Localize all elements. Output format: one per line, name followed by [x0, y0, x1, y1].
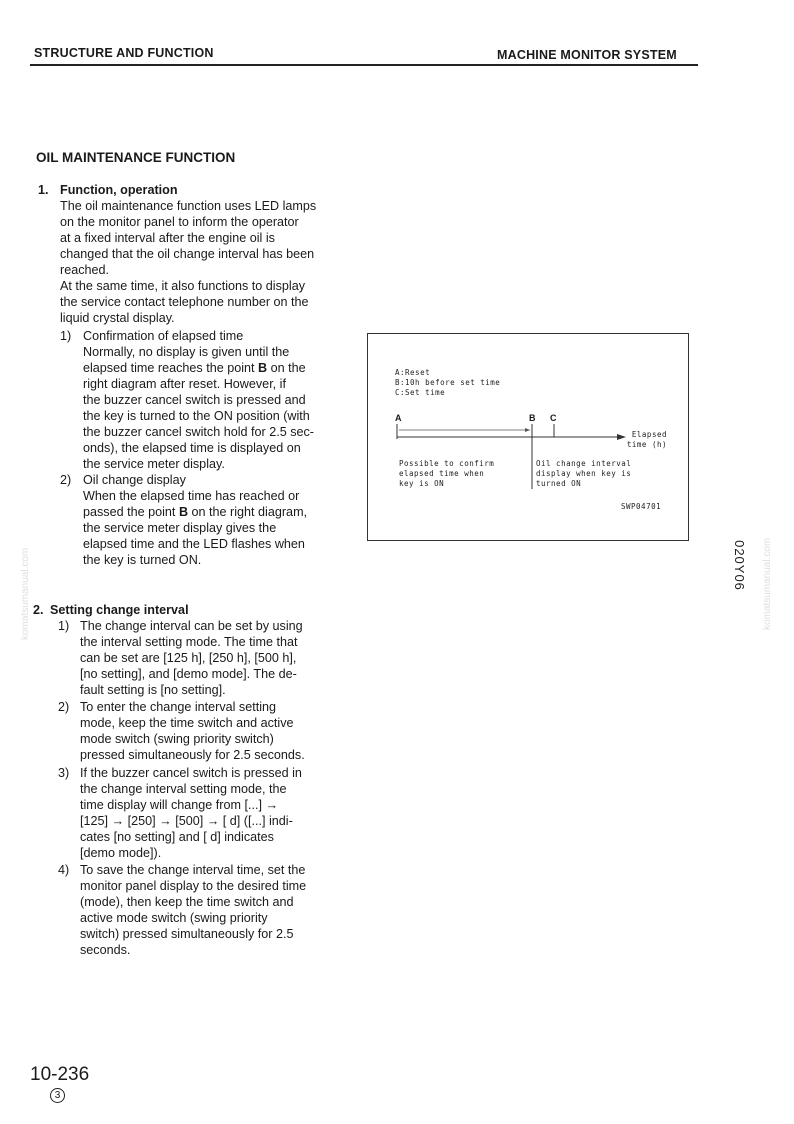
interval-diagram — [367, 333, 689, 541]
text-line: the buzzer cancel switch hold for 2.5 sec- — [83, 425, 314, 439]
point-c-label: C — [550, 413, 557, 423]
text-line: mode, keep the time switch and active — [80, 716, 294, 730]
s1-item2 — [83, 472, 343, 568]
s2-item2 — [80, 699, 341, 763]
side-code — [722, 540, 762, 590]
text-line: active mode switch (swing priority — [80, 911, 268, 925]
text-line: [no setting], and [demo mode]. The de- — [80, 667, 297, 681]
page-number: 10-236 — [30, 1064, 90, 1085]
revision-mark: 3 — [50, 1088, 65, 1103]
text-line: At the same time, it also functions to display — [60, 279, 305, 293]
text-line: the buzzer cancel switch is pressed and — [83, 393, 306, 407]
s2-item4 — [80, 862, 341, 958]
s1-title: Function, operation — [60, 183, 178, 197]
note-line: display when key is — [536, 469, 632, 478]
text-line: monitor panel display to the desired time — [80, 879, 307, 893]
s1-item1-number: 1) — [60, 329, 72, 343]
text-line: Normally, no display is given until the — [83, 345, 290, 359]
text-line: fault setting is [no setting]. — [80, 683, 226, 697]
text-run: passed the point — [83, 505, 179, 519]
text-line: the interval setting mode. The time that — [80, 635, 298, 649]
text-line: elapsed time and the LED flashes when — [83, 537, 305, 551]
text-line: right diagram after reset. However, if — [83, 377, 286, 391]
text-line: [125] → [250] → [500] → [ d] ([...] indi- — [80, 814, 293, 828]
text-line: changed that the oil change interval has been — [60, 247, 315, 261]
text-line: can be set are [125 h], [250 h], [500 h], — [80, 651, 297, 665]
side-code-text: 020Y06 — [731, 540, 747, 591]
text-run: on the right diagram, — [188, 505, 308, 519]
note-line: Oil change interval — [536, 459, 632, 468]
header-rule — [30, 64, 698, 66]
note-line: Possible to confirm — [399, 459, 495, 468]
text-line: If the buzzer cancel switch is pressed in — [80, 766, 302, 780]
text-line — [83, 504, 343, 520]
text-line: pressed simultaneously for 2.5 seconds. — [80, 748, 305, 762]
text-line: The change interval can be set by using — [80, 619, 303, 633]
text-line: To save the change interval time, set the — [80, 863, 306, 877]
note-oil-change — [536, 459, 631, 489]
text-line: When the elapsed time has reached or — [83, 489, 300, 503]
text-line: reached. — [60, 263, 110, 277]
item-title: Oil change display — [83, 473, 186, 487]
s2-item1 — [80, 618, 341, 698]
text-line: [demo mode]). — [80, 846, 162, 860]
s1-paragraph-a — [60, 198, 344, 326]
text-run: on the — [267, 361, 306, 375]
text-line: seconds. — [80, 943, 131, 957]
text-line: time display will change from [...] → — [80, 798, 279, 812]
note-line: elapsed time when — [399, 469, 485, 478]
s2-item1-number: 1) — [58, 619, 70, 633]
s2-item3-number: 3) — [58, 766, 70, 780]
s2-number: 2. — [33, 603, 44, 617]
text-line: the service meter display gives the — [83, 521, 277, 535]
text-line: the service meter display. — [83, 457, 225, 471]
header-right: MACHINE MONITOR SYSTEM — [497, 48, 677, 62]
text-line: cates [no setting] and [ d] indicates — [80, 830, 274, 844]
note-confirm — [399, 459, 494, 489]
watermark-right: komatsumanual.com — [762, 537, 773, 630]
legend-reset: A:Reset — [395, 368, 431, 377]
section-title: OIL MAINTENANCE FUNCTION — [36, 150, 236, 165]
text-line: liquid crystal display. — [60, 311, 175, 325]
s2-item2-number: 2) — [58, 700, 70, 714]
text-line: the change interval setting mode, the — [80, 782, 287, 796]
text-line: the key is turned to the ON position (with — [83, 409, 310, 423]
watermark-left: komatsumanual.com — [20, 547, 31, 640]
text-line: To enter the change interval setting — [80, 700, 277, 714]
text-line: The oil maintenance function uses LED lamps — [60, 199, 317, 213]
axis-label — [623, 430, 667, 450]
text-line: at a fixed interval after the engine oil is — [60, 231, 275, 245]
arrow-a-b-head — [525, 428, 530, 432]
text-run: elapsed time reaches the point — [83, 361, 259, 375]
diagram-code: SWP04701 — [621, 502, 662, 511]
s1-item2-number: 2) — [60, 473, 72, 487]
item-title: Confirmation of elapsed time — [83, 329, 244, 343]
point-a-label: A — [395, 413, 402, 423]
point-b-ref: B — [258, 361, 268, 375]
note-line: turned ON — [536, 479, 582, 488]
note-line: key is ON — [399, 479, 445, 488]
text-line: onds), the elapsed time is displayed on — [83, 441, 301, 455]
s2-item3 — [80, 765, 341, 861]
s1-item1 — [83, 328, 343, 472]
point-b-label: B — [529, 413, 536, 423]
text-line: the key is turned ON. — [83, 553, 202, 567]
text-line: mode switch (swing priority switch) — [80, 732, 274, 746]
s2-title: Setting change interval — [50, 603, 189, 617]
axis-label-line: time (h) — [626, 440, 667, 449]
legend-set-time: C:Set time — [395, 388, 446, 397]
text-line: (mode), then keep the time switch and — [80, 895, 294, 909]
header-left: STRUCTURE AND FUNCTION — [34, 46, 214, 60]
s2-item4-number: 4) — [58, 863, 70, 877]
text-line: the service contact telephone number on the — [60, 295, 309, 309]
s1-number: 1. — [38, 183, 49, 197]
text-line — [83, 360, 343, 376]
axis-label-line: Elapsed — [631, 430, 667, 439]
text-line: on the monitor panel to inform the operator — [60, 215, 299, 229]
point-b-ref: B — [178, 505, 189, 519]
text-line: switch) pressed simultaneously for 2.5 — [80, 927, 294, 941]
legend-point-b: B:10h before set time — [395, 378, 501, 387]
